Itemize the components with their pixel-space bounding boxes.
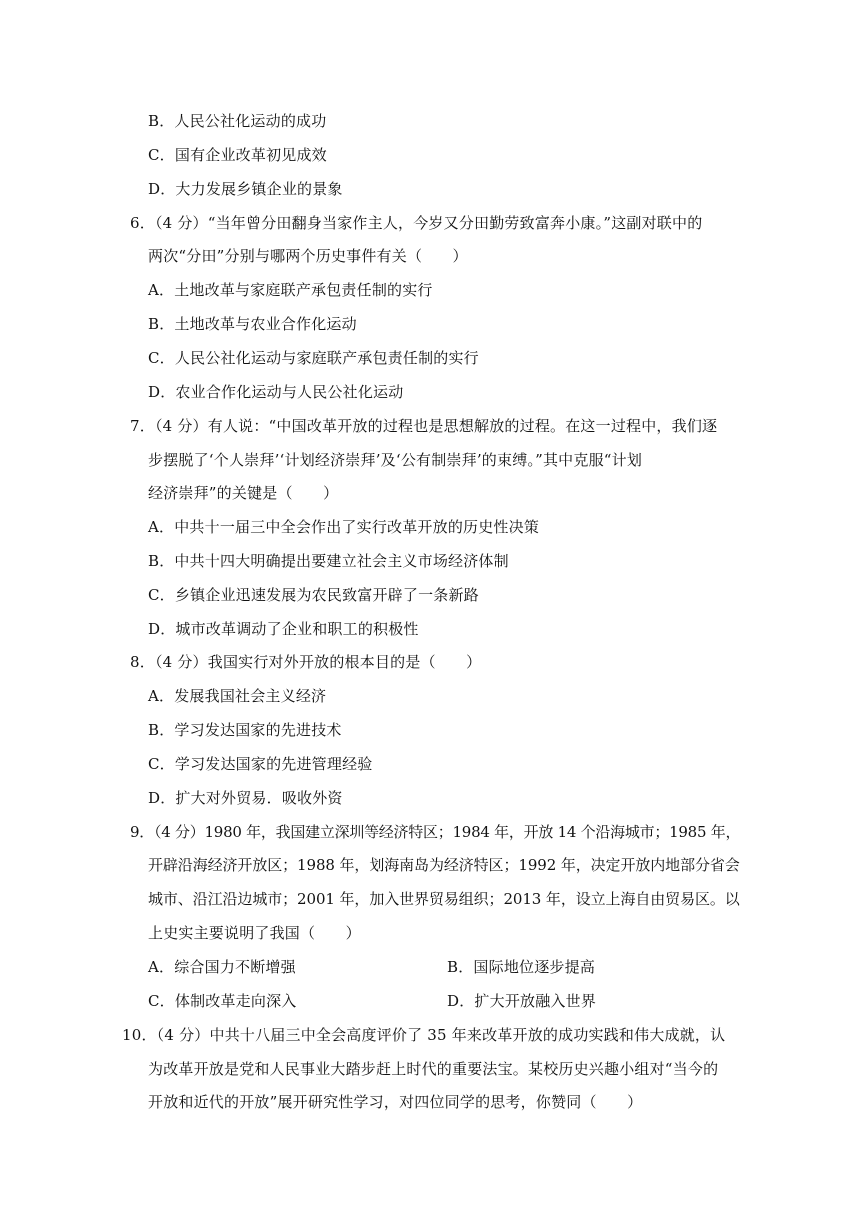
q9-stem-line-4: 上史实主要说明了我国（ ） xyxy=(148,924,361,942)
q7-stem-line-3: 经济崇拜”的关键是（ ） xyxy=(148,484,339,502)
q10-stem-line-1: 10．（4 分）中共十八届三中全会高度评价了 35 年来改革开放的成功实践和伟大成就，认 xyxy=(122,1026,726,1044)
q5-option-d: D．大力发展乡镇企业的景象 xyxy=(148,180,343,198)
q9-option-d: D．扩大开放融入世界 xyxy=(447,992,597,1010)
q9-option-b: B．国际地位逐步提高 xyxy=(447,958,596,976)
q10-stem-line-3: 开放和近代的开放”展开研究性学习，对四位同学的思考，你赞同（ ） xyxy=(148,1093,643,1111)
q6-option-c: C．人民公社化运动与家庭联产承包责任制的实行 xyxy=(148,349,479,367)
q6-option-a: A．土地改革与家庭联产承包责任制的实行 xyxy=(148,281,433,299)
q9-option-a: A．综合国力不断增强 xyxy=(148,958,296,976)
q8-option-a: A．发展我国社会主义经济 xyxy=(148,687,327,705)
q9-stem-line-3: 城市、沿江沿边城市；2001 年，加入世界贸易组织；2013 年，设立上海自由贸易区。以 xyxy=(148,890,740,908)
q9-stem-line-2: 开辟沿海经济开放区；1988 年，划海南岛为经济特区；1992 年，决定开放内地部分省会 xyxy=(148,856,740,874)
q9-stem-line-1: 9．（4 分）1980 年，我国建立深圳等经济特区；1984 年，开放 14 个沿海城市；1985 年， xyxy=(130,823,741,841)
q7-stem-line-2: 步摆脱了‘个人崇拜’‘计划经济崇拜’及‘公有制崇拜’的束缚。”其中克服“计划 xyxy=(148,451,643,469)
q5-option-c: C．国有企业改革初见成效 xyxy=(148,146,327,164)
q8-option-c: C．学习发达国家的先进管理经验 xyxy=(148,755,373,773)
q6-option-b: B．土地改革与农业合作化运动 xyxy=(148,315,357,333)
q6-stem-line-1: 6．（4 分）“当年曾分田翻身当家作主人，今岁又分田勤劳致富奔小康。”这副对联中的 xyxy=(130,214,703,232)
q9-option-c: C．体制改革走向深入 xyxy=(148,992,297,1010)
q8-stem: 8．（4 分）我国实行对外开放的根本目的是（ ） xyxy=(130,653,482,671)
q7-option-b: B．中共十四大明确提出要建立社会主义市场经济体制 xyxy=(148,552,509,570)
q5-option-b: B．人民公社化运动的成功 xyxy=(148,112,327,130)
q7-option-d: D．城市改革调动了企业和职工的积极性 xyxy=(148,620,419,638)
q8-option-b: B．学习发达国家的先进技术 xyxy=(148,721,342,739)
q7-option-c: C．乡镇企业迅速发展为农民致富开辟了一条新路 xyxy=(148,586,479,604)
q6-stem-line-2: 两次“分田”分别与哪两个历史事件有关（ ） xyxy=(148,247,468,265)
q7-option-a: A．中共十一届三中全会作出了实行改革开放的历史性决策 xyxy=(148,518,540,536)
q7-stem-line-1: 7．（4 分）有人说：“中国改革开放的过程也是思想解放的过程。在这一过程中，我们逐 xyxy=(130,417,718,435)
q10-stem-line-2: 为改革开放是党和人民事业大踏步赶上时代的重要法宝。某校历史兴趣小组对“当今的 xyxy=(148,1060,719,1078)
q6-option-d: D．农业合作化运动与人民公社化运动 xyxy=(148,383,404,401)
q8-option-d: D．扩大对外贸易．吸收外资 xyxy=(148,789,343,807)
